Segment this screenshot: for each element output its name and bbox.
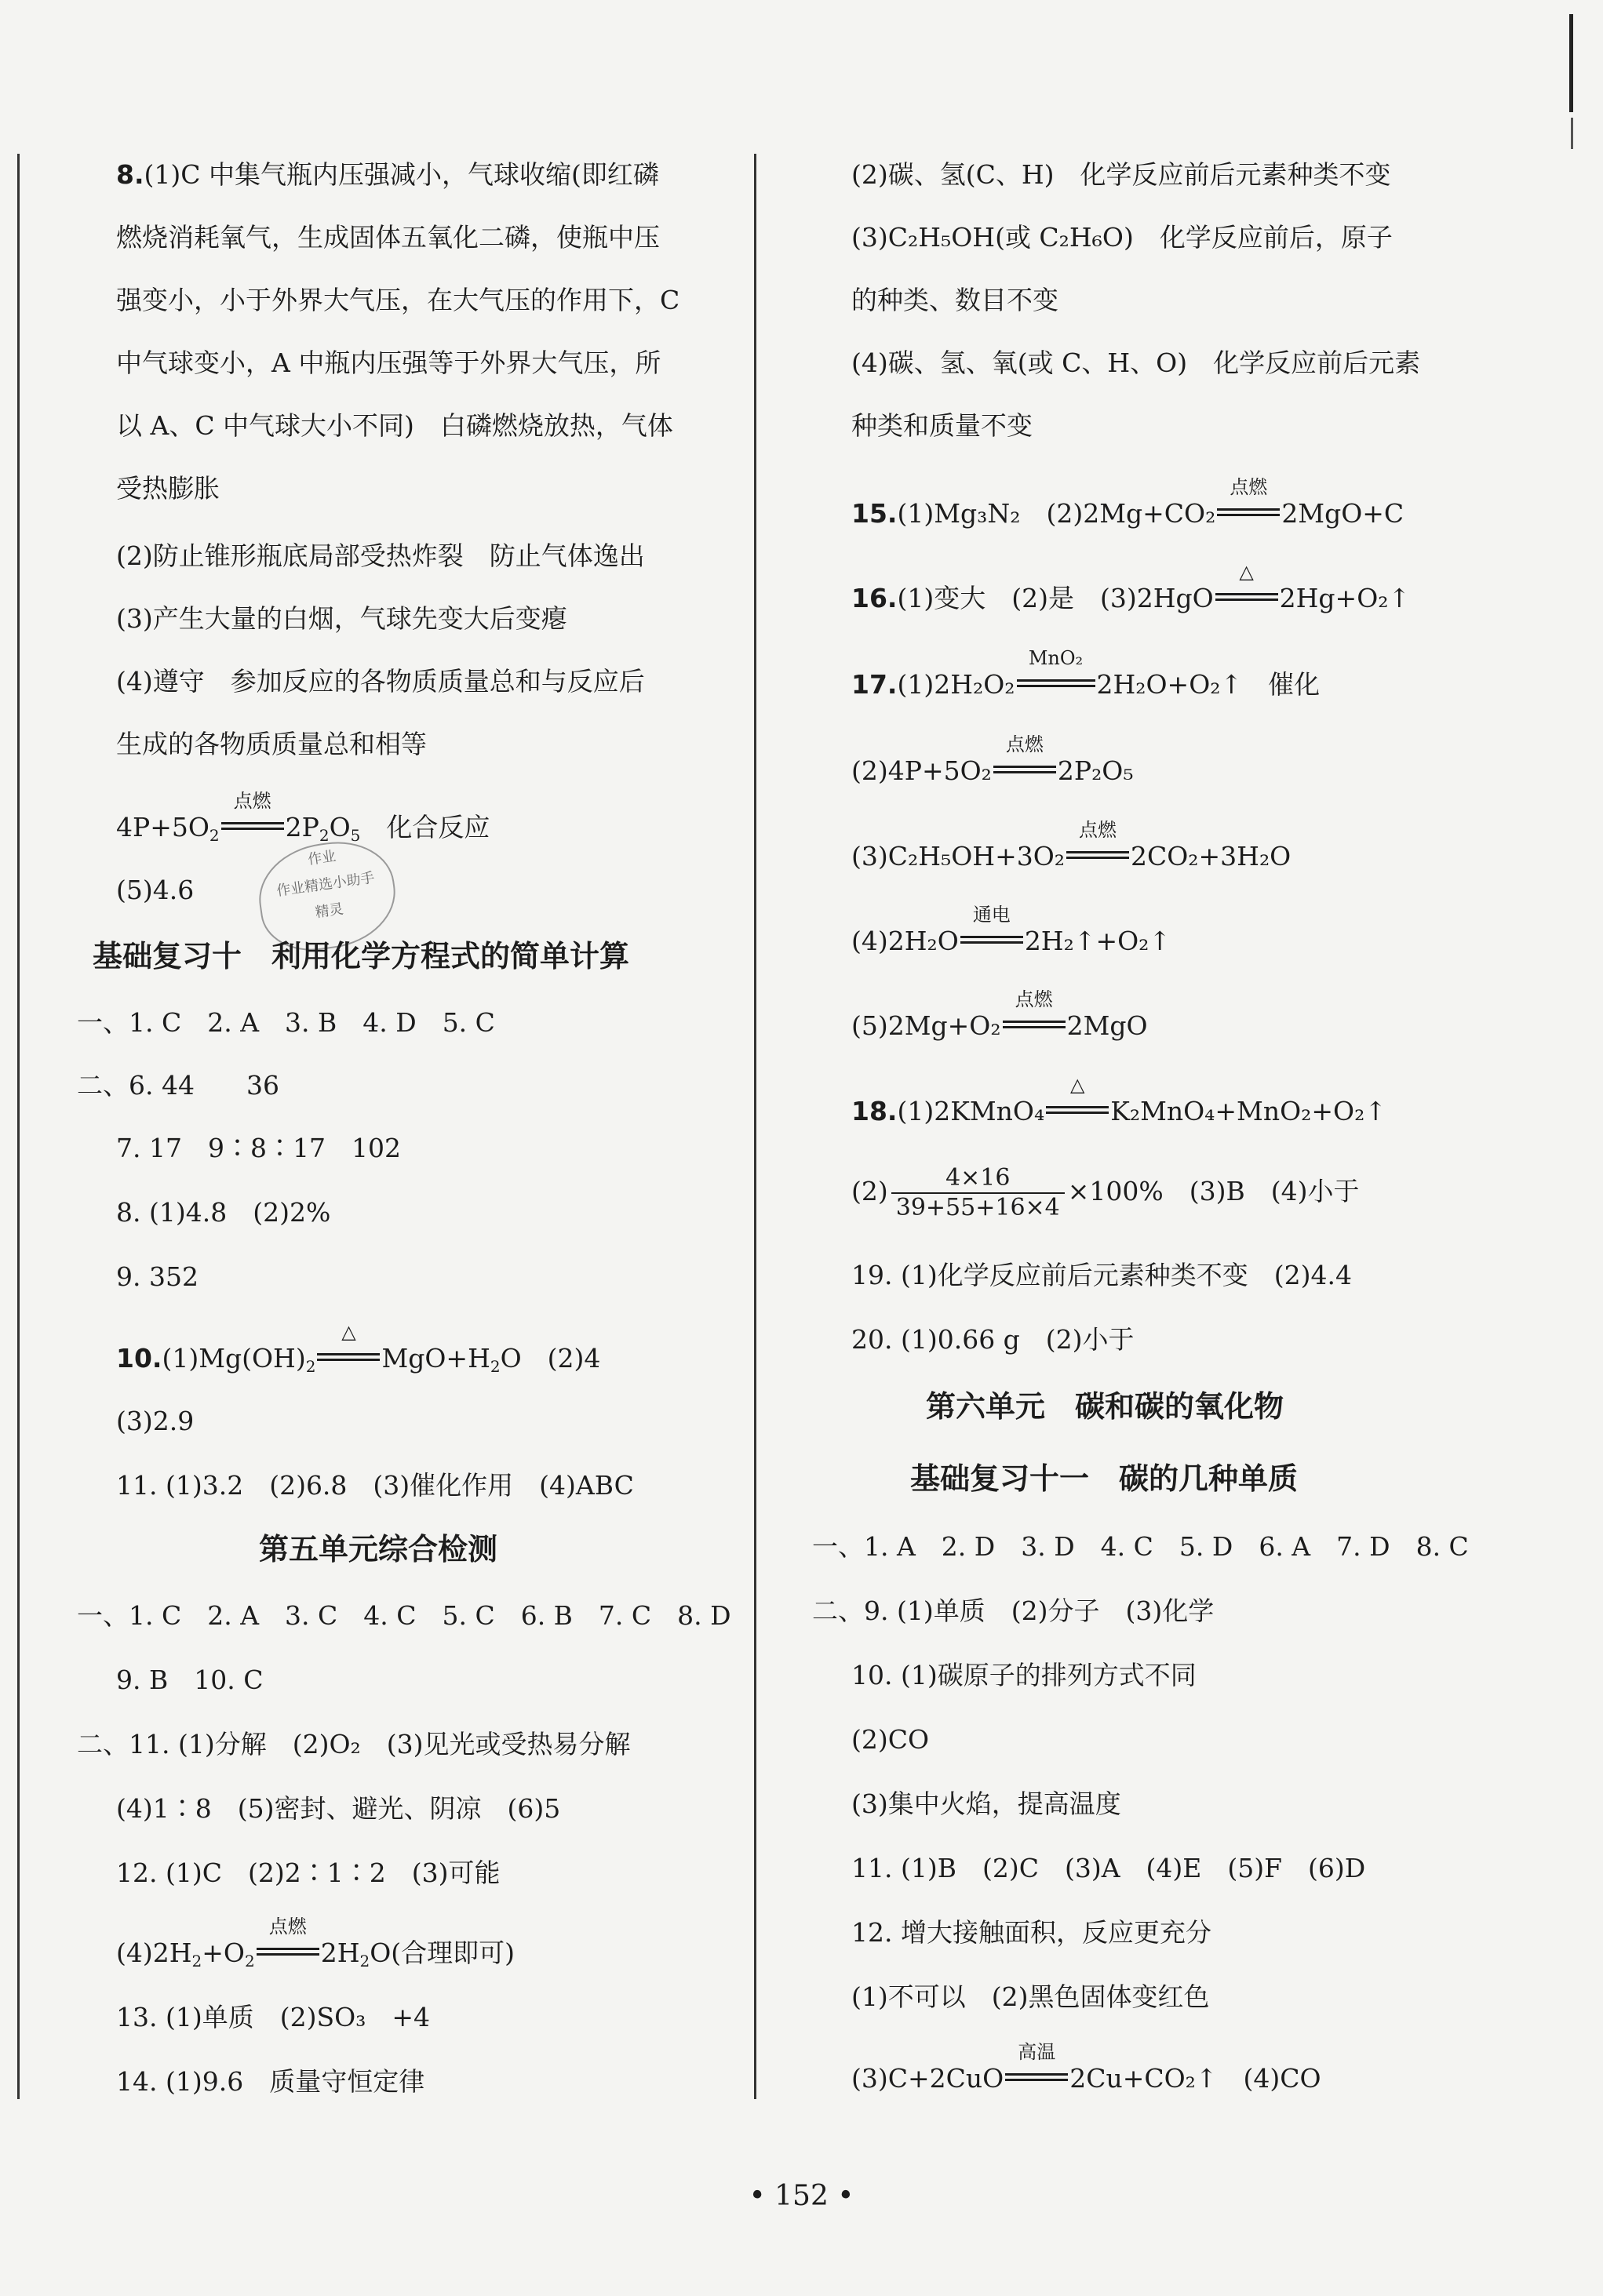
reaction-condition: △ [1044,1096,1110,1127]
equation-line: (4)2H₂O 通电 2H₂↑+O₂↑ [851,904,1171,956]
answer-line: (3)2.9 [116,1406,195,1436]
answer-line: 11. (1)B (2)C (3)A (4)E (5)F (6)D [851,1853,1366,1883]
answer-line: 14. (1)9.6 质量守恒定律 [116,2066,425,2097]
equation-line: (2)4P+5O₂ 点燃 2P₂O₅ [851,733,1134,786]
answer-line: 的种类、数目不变 [851,285,1058,315]
answer-line: (4)1∶8 (5)密封、避光、阴凉 (6)5 [116,1793,561,1824]
reaction-condition: 点燃 [220,812,286,843]
section-heading: 第五单元综合检测 [259,1532,498,1566]
answer-line: 10. (1)碳原子的排列方式不同 [851,1660,1197,1690]
reaction-condition: 点燃 [1215,498,1281,529]
equation-line: (5)2Mg+O₂ 点燃 2MgO [851,988,1148,1041]
equation-line: (3)C₂H₅OH+3O₂ 点燃 2CO₂+3H₂O [851,819,1292,871]
equation-line: 15.(1)Mg₃N₂ (2)2Mg+CO₂ 点燃 2MgO+C [851,476,1404,529]
reaction-condition: △ [1214,583,1280,614]
answer-line: 种类和质量不变 [851,410,1033,441]
fraction-line: (2) $\frac{4\times 16}{39+55+16\times 4}$ ×100% (3)B (4)小于 [851,1164,1360,1221]
answer-line: 二、11. (1)分解 (2)O₂ (3)见光或受热易分解 [77,1729,631,1759]
unit-heading: 第六单元 碳和碳的氧化物 [926,1389,1284,1424]
answer-line: (2)CO [851,1724,930,1755]
answer-line: (2)防止锥形瓶底局部受热炸裂 防止气体逸出 [116,540,645,571]
answer-line: 8.(1)C 中集气瓶内压强减小，气球收缩(即红磷 [116,159,659,190]
answer-line: 二、6. 44 36 [77,1070,279,1101]
answer-line: 9. B 10. C [116,1665,264,1695]
answer-line: (5)4.6 [116,875,195,905]
answer-line: 以 A、C 中气球大小不同) 白磷燃烧放热，气体 [116,410,673,441]
equation-line: $4P+5O_2$ 点燃 $2P_2O_5$ 化合反应 [116,790,490,845]
reaction-condition: 高温 [1004,2063,1069,2094]
scan-edge-mark [1571,118,1573,149]
equation-line: $(4)2H_2+O_2$ 点燃 $2H_2O$(合理即可) [116,1916,516,1970]
section-heading: 基础复习十一 碳的几种单质 [910,1461,1299,1496]
answer-line: (3)产生大量的白烟，气球先变大后变瘪 [116,603,567,634]
section-heading: 基础复习十 利用化学方程式的简单计算 [93,939,630,973]
answer-line: (3)C₂H₅OH(或 C₂H₆O) 化学反应前后，原子 [851,222,1393,253]
fraction: $\frac{4\times 16}{39+55+16\times 4}$ [891,1164,1065,1222]
answer-line: 受热膨胀 [116,473,220,504]
answer-line: 一、1. A 2. D 3. D 4. C 5. D 6. A 7. D 8. C [812,1531,1469,1562]
answer-line: (3)集中火焰，提高温度 [851,1788,1121,1819]
equation-line: 17.(1)2H₂O₂ MnO₂ 2H₂O+O₂↑ 催化 [851,647,1321,700]
answer-line: 19. (1)化学反应前后元素种类不变 (2)4.4 [851,1260,1352,1290]
watermark-stamp: 作业 作业精选小助手 精灵 [253,835,403,958]
page-number: • 152 • [749,2180,854,2212]
reaction-condition: 点燃 [992,755,1058,787]
answer-line: (1)不可以 (2)黑色固体变红色 [851,1981,1210,2012]
answer-line: 二、9. (1)单质 (2)分子 (3)化学 [812,1596,1215,1626]
reaction-condition: 点燃 [1065,841,1131,872]
answer-line: 一、1. C 2. A 3. B 4. D 5. C [77,1007,495,1038]
reaction-condition: △ [315,1343,381,1374]
reaction-condition: 通电 [959,926,1025,957]
answer-line: 11. (1)3.2 (2)6.8 (3)催化作用 (4)ABC [116,1470,634,1501]
answer-line: (4)碳、氢、氧(或 C、H、O) 化学反应前后元素 [851,347,1421,378]
equation-line: (3)C+2CuO 高温 2Cu+CO₂↑ (4)CO [851,2041,1321,2094]
answer-line: 一、1. C 2. A 3. C 4. C 5. C 6. B 7. C 8. D [77,1600,731,1631]
column-divider [754,154,756,2099]
answer-line: 9. 352 [116,1261,199,1292]
answer-line: 生成的各物质质量总和相等 [116,729,427,759]
left-margin-rule [17,154,20,2099]
reaction-condition: 点燃 [255,1938,321,1969]
reaction-condition: 点燃 [1001,1010,1067,1042]
answer-line: 13. (1)单质 (2)SO₃ +4 [116,2002,430,2032]
answer-line: 12. 增大接触面积，反应更充分 [851,1917,1211,1948]
answer-line: 20. (1)0.66 g (2)小于 [851,1324,1135,1355]
answer-line: 12. (1)C (2)2∶1∶2 (3)可能 [116,1858,501,1888]
answer-line: 强变小，小于外界大气压，在大气压的作用下，C [116,285,680,315]
answer-line: 燃烧消耗氧气，生成固体五氧化二磷，使瓶中压 [116,222,660,253]
answer-line: (2)碳、氢(C、H) 化学反应前后元素种类不变 [851,159,1391,190]
equation-line: 16.(1)变大 (2)是 (3)2HgO △ 2Hg+O₂↑ [851,561,1411,613]
equation-line: $10.(1)Mg(OH)_2$ △ $MgO+H_2O$ (2)4 [116,1321,601,1376]
answer-line: 中气球变小，A 中瓶内压强等于外界大气压，所 [116,347,661,378]
reaction-condition: MnO₂ [1015,669,1097,700]
scan-edge-mark [1569,14,1573,112]
equation-line: 18.(1)2KMnO₄ △ K₂MnO₄+MnO₂+O₂↑ [851,1074,1386,1126]
answer-line: 8. (1)4.8 (2)2% [116,1197,331,1228]
answer-line: (4)遵守 参加反应的各物质质量总和与反应后 [116,666,645,697]
answer-line: 7. 17 9∶8∶17 102 [116,1133,401,1163]
